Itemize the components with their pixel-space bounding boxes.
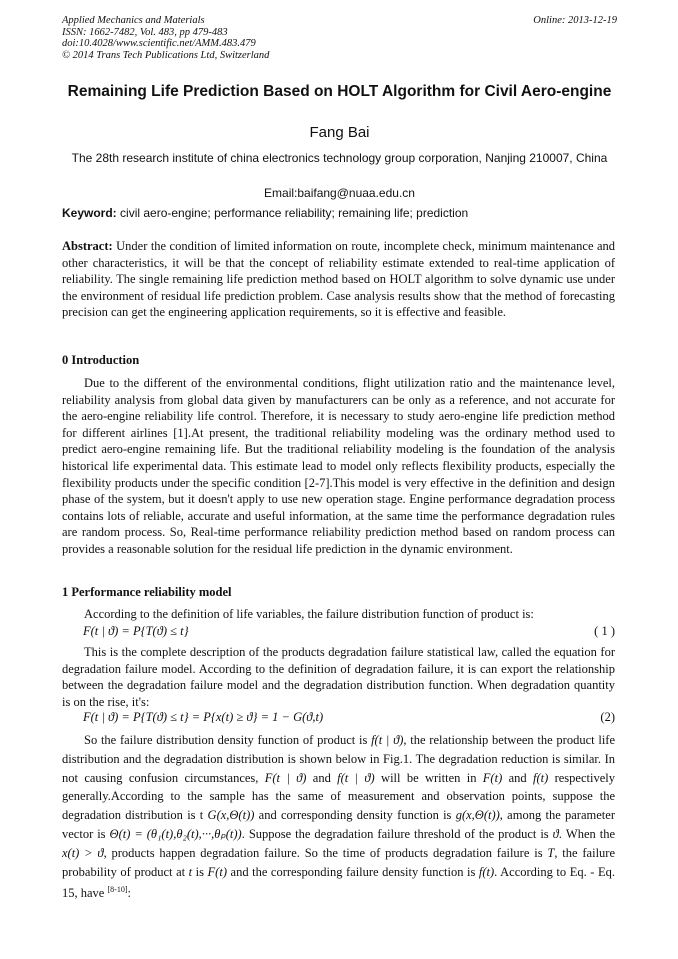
- math-inline: T: [547, 845, 555, 860]
- text-run: . According to Eq. - Eq. 15, have: [62, 864, 615, 901]
- equation-1: [83, 624, 615, 639]
- abstract-text: Under the condition of limited information on route, incomplete check, minimum maintenance and other characteristics, it will be that the concept of reliability estimate extended to real-time application of reliability. The single remaining life prediction method based on HOLT algorithm to solve dynamic use under the environment of residual life prediction problem. Case analysis results show that the method of forecasting precision can get the engineering application requirements, so it is effective and feasible.: [62, 239, 615, 320]
- email: Email:baifang@nuaa.edu.cn: [264, 186, 415, 200]
- text-run: and corresponding density function is: [254, 808, 456, 823]
- math-inline: f(t): [532, 770, 549, 785]
- math-inline: f(t | ϑ): [371, 733, 404, 747]
- section1-paragraph-1: According to the definition of life variables, the failure distribution function of product is:: [84, 607, 534, 621]
- section-heading-performance-reliability: 1 Performance reliability model: [62, 585, 232, 599]
- issn: ISSN: 1662-7482, Vol. 483, pp 479-483: [62, 26, 228, 38]
- affiliation: The 28th research institute of china electronics technology group corporation, Nanjing 210007, China: [71, 151, 608, 165]
- text-run: , the relationship between the product life distribution and the degradation distribution is shown below in Fig.1. The degradation reduction is similar. In not causing confusion circumstances,: [62, 733, 616, 785]
- text-run: , among the parameter vector is: [62, 808, 615, 841]
- math-inline: g(x,Θ(t)): [455, 808, 500, 823]
- section1-paragraph-2: This is the complete description of the products degradation failure statistical law, called the equation for degradation failure model. According to the definition of degradation failure, it is can export the relationship between the degradation failure model and the degradation distribution function. When degradation quantity is on the rise, it's:: [62, 645, 615, 709]
- text-run: respectively generally.According to the sample has the same of measurement and observation points, suppose the degradation distribution is t: [62, 770, 615, 823]
- equation-2-body: F(t | ϑ) = P{T(ϑ) ≤ t} = P{x(t) ≥ ϑ} = 1 − G(ϑ,t): [83, 710, 324, 724]
- paper-title: Remaining Life Prediction Based on HOLT Algorithm for Civil Aero-engine: [67, 83, 612, 100]
- journal-header: [62, 15, 617, 61]
- text-run: and: [306, 770, 338, 785]
- text-run: . Suppose the degradation failure threshold of the product is: [241, 826, 553, 841]
- text-run: and the corresponding failure density function is: [226, 864, 479, 879]
- online-date: Online: 2013-12-19: [533, 15, 617, 26]
- math-inline: f(t | ϑ): [337, 770, 375, 785]
- citation-ref[interactable]: [8-10]: [107, 885, 128, 895]
- text-run: is: [192, 864, 208, 879]
- text-run: , the failure probability of product at: [62, 845, 616, 879]
- math-inline: ϑ: [552, 826, 559, 841]
- journal-name: Applied Mechanics and Materials: [62, 15, 205, 26]
- math-inline: F(t): [482, 770, 503, 785]
- math-inline: F(t | ϑ): [264, 770, 307, 785]
- math-inline: f(t): [478, 864, 495, 879]
- keywords-label: Keyword:: [62, 206, 117, 220]
- text-run: will be written in: [374, 770, 483, 785]
- abstract-label: Abstract:: [62, 239, 113, 253]
- math-inline: x(t) > ϑ: [62, 845, 104, 860]
- section1-paragraph-3: [62, 731, 615, 903]
- abstract: [62, 238, 615, 321]
- section-heading-introduction: 0 Introduction: [62, 353, 140, 367]
- introduction-paragraph: Due to the different of the environmental conditions, flight utilization ratio and the maintenance level, reliability analysis from global data given by manufacturers can be only as a reference, and not accurate for the aero-engine reliability life control. Therefore, it is necessary to study aero-engine life prediction method for different airlines [1].At present, the traditional reliability modeling was the ordinary method used to predict aero-engine remaining life. But the traditional reliability modeling is the foundation of the analysis historical life experimental data. This estimate lead to model only reflects flexibility products, especially the flexibility products under the specific condition [2-7].This model is very effective in the definition and design phase of the system, but it doesn't apply to use new operation stage. Engine performance degradation process contains lots of reliable, accurate and useful information, at the same time the performance degradation rules are random process. So, Real-time performance reliability prediction method based on random process can provides a reasonable solution for the residual life prediction in the dynamic environment.: [62, 376, 615, 556]
- equation-1-number: ( 1 ): [594, 624, 615, 638]
- text-run: , products happen degradation failure. So the time of products degradation failure is: [103, 845, 548, 860]
- keywords-text: civil aero-engine; performance reliability; remaining life; prediction: [116, 206, 469, 220]
- math-inline: G(x,Θ(t)): [207, 808, 255, 823]
- text-run: So the failure distribution density function of product is: [84, 733, 372, 747]
- author: Fang Bai: [309, 124, 370, 141]
- math-inline: Θ(t) = (θ₁(t),θ₂(t),···,θₚ(t)): [109, 826, 242, 841]
- math-inline: t: [188, 864, 193, 879]
- math-inline: F(t): [207, 864, 227, 879]
- keywords: [62, 206, 617, 220]
- doi: doi:10.4028/www.scientific.net/AMM.483.479: [62, 38, 256, 49]
- equation-1-body: F(t | ϑ) = P{T(ϑ) ≤ t}: [83, 624, 189, 638]
- copyright: © 2014 Trans Tech Publications Ltd, Switzerland: [62, 49, 270, 61]
- text-run: :: [127, 886, 131, 901]
- text-run: and: [502, 770, 533, 785]
- equation-2-number: (2): [600, 710, 615, 724]
- equation-2: [83, 710, 615, 725]
- text-run: . When the: [558, 826, 616, 841]
